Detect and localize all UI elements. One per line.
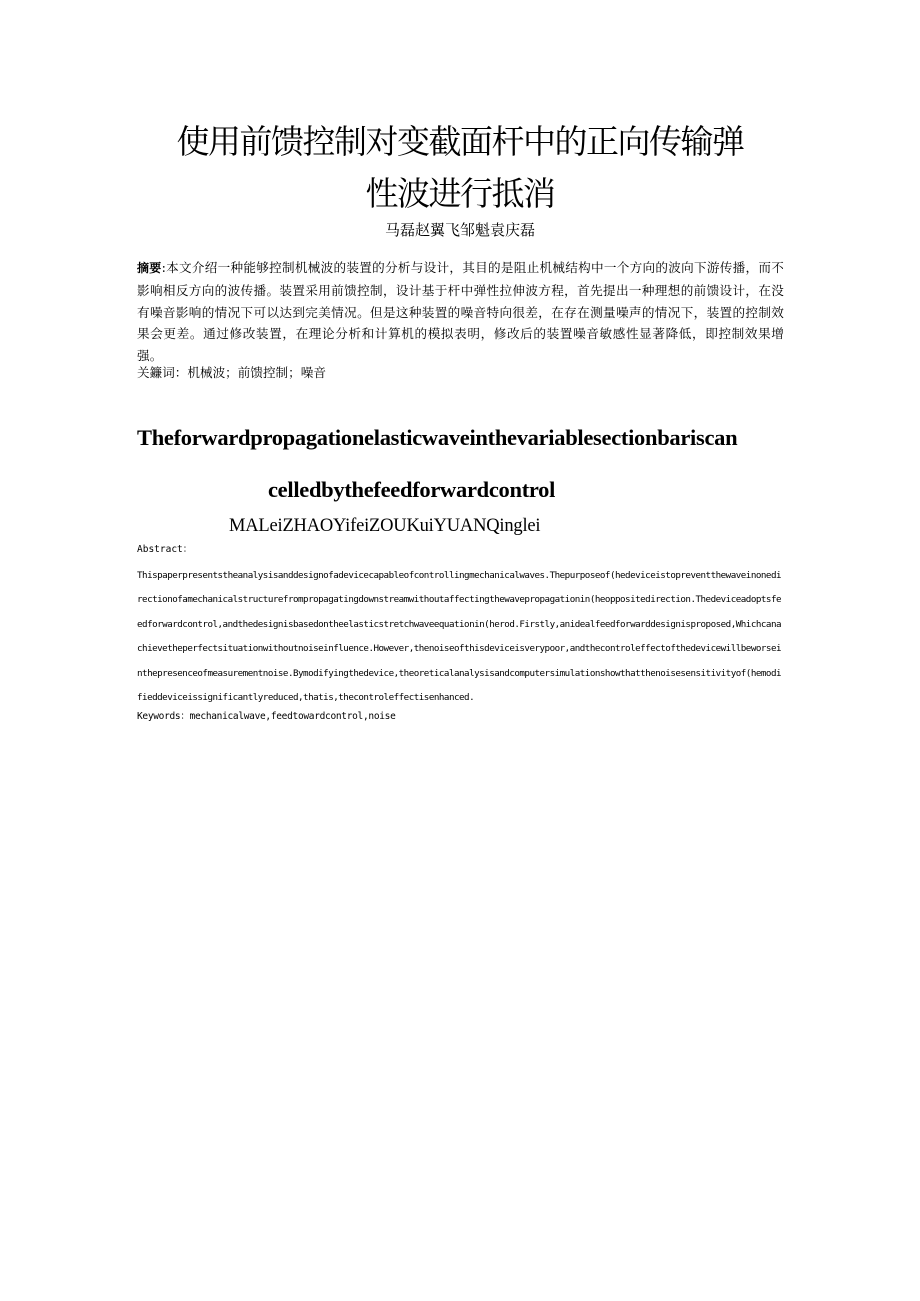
chinese-title bbox=[140, 116, 780, 220]
english-title-line-2: celledbythefeedforwardcontrol bbox=[268, 477, 556, 502]
english-abstract: Thispaperpresentstheanalysisanddesignofadevicecapableofcontrollingmechanicalwaves.Thepurposeof(hedeviceistopreventthewaveinonedirectionofamechanicalstructurefrompropagatingdownstreamwithoutaffectingthewavepropagationin(heoppositedirection.Thedeviceadoptsfeedforwardcontrol,andthedesignisbasedontheelasticstretchwaveequationin(herod.Firstly,anidealfeedforwarddesignisproposed,Whichcanachievetheperfectsituationwithoutnoiseinfluence.However,thenoiseofthisdeviceisverypoor,andthecontroleffectofthedevicewillbeworseinthepresenceofmeasurementnoise.Bymodifyingthedevice,theoreticalanalysisandcomputersimulationshowthatthenoisesensitivityof(hemodifieddeviceissignificantlyreduced,thatis,thecontroleffectisenhanced. bbox=[137, 570, 782, 704]
chinese-abstract-label: 摘要 bbox=[137, 261, 162, 275]
chinese-abstract bbox=[137, 257, 784, 367]
english-authors: MALeiZHAOYifeiZOUKuiYUANQinglei bbox=[229, 516, 541, 536]
english-title-line-1: Theforwardpropagationelasticwaveinthevariablesectionbariscan bbox=[137, 425, 738, 450]
chinese-keywords: 关鐮词：机械波；前馈控制；噪音 bbox=[137, 365, 326, 380]
english-keywords: Keywords：mechanicalwave,feedtowardcontrol,noise bbox=[137, 711, 396, 722]
english-abstract-label: Abstract： bbox=[137, 544, 193, 555]
chinese-abstract-text: :本文介绍一种能够控制机械波的装置的分析与设计，其目的是阻止机械结构中一个方向的波向下游传播，而不影响相反方向的波传播。装置采用前馈控制，设计基于杆中弹性拉伸波方程，首先提出一种理想的前馈设计，在没有噪音影响的情况下可以达到完美情况。但是这种装置的噪音特向很差，在存在测量噪声的情况下，装置的控制效果会更差。通过修改装置，在理论分析和计算机的模拟表明，修改后的装置噪音敏感性显著降低，即控制效果增强。 bbox=[137, 260, 784, 364]
chinese-title-line-2: 性波进行抵消 bbox=[365, 174, 555, 213]
english-title bbox=[137, 412, 797, 516]
chinese-authors: 马磊赵翼飞邹魁袁庆磊 bbox=[384, 221, 535, 239]
chinese-title-line-1: 使用前馈控制对变截面杆中的正向传输弹 bbox=[176, 122, 744, 161]
